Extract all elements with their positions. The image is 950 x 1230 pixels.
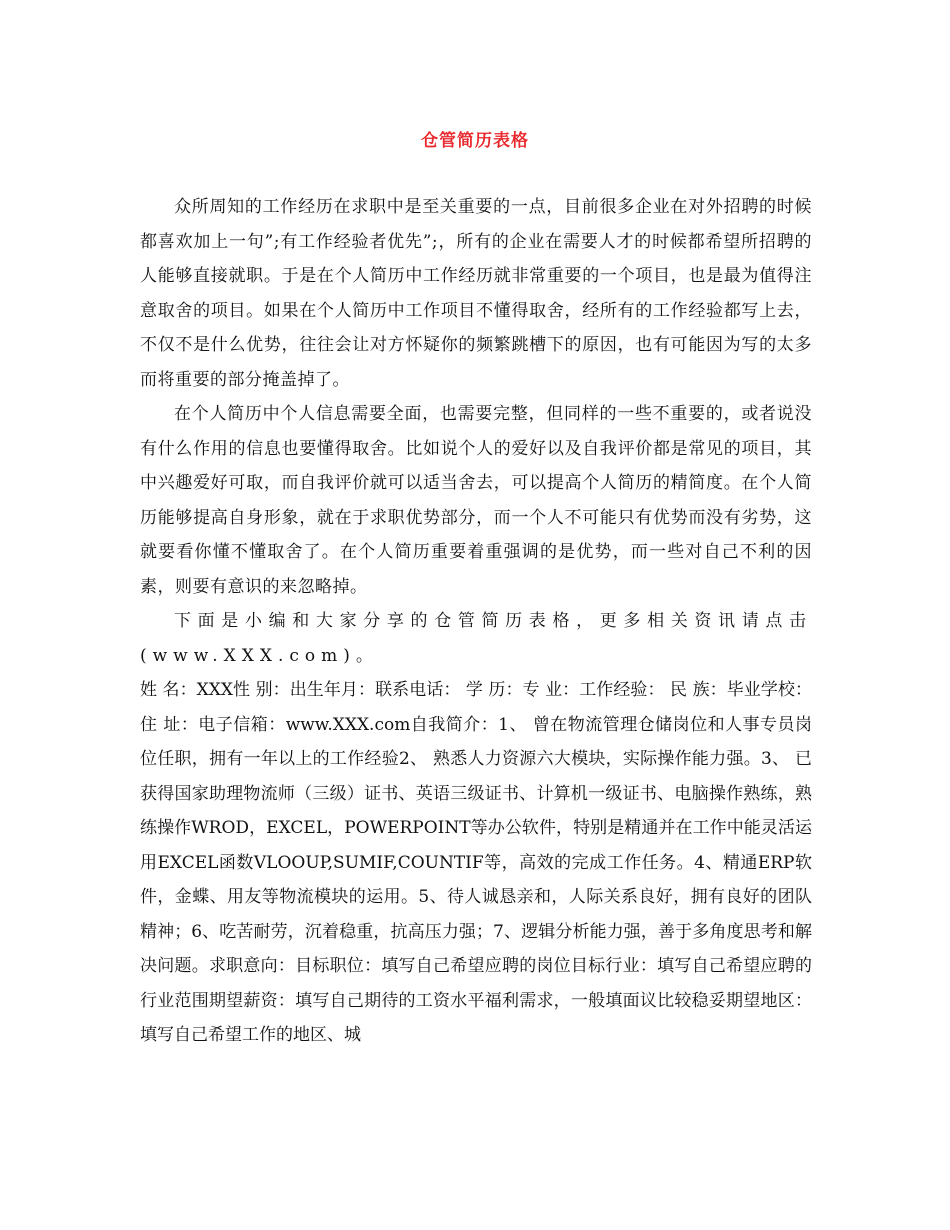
- paragraph-resume-content: 姓 名：XXX性 别：出生年月：联系电话： 学 历：专 业：工作经验： 民 族：毕业学校：住 址：电子信箱：www.XXX.com自我简介：1、 曾在物流管理仓储岗位和人事专员岗位任职，拥有一年以上的工作经验2、 熟悉人力资源六大模块，实际操作能力强。3、 已获得国家助理物流师（三级）证书、英语三级证书、计算机一级证书、电脑操作熟练，熟练操作WROD，EXCEL，POWERPOINT等办公软件，特别是精通并在工作中能灵活运用EXCEL函数VLOOUP,SUMIF,COUNTIF等，高效的完成工作任务。4、精通ERP软件，金蝶、用友等物流模块的运用。5、待人诚恳亲和，人际关系良好，拥有良好的团队精神；6、吃苦耐劳，沉着稳重，抗高压力强；7、逻辑分析能力强，善于多角度思考和解决问题。求职意向：目标职位：填写自己希望应聘的岗位目标行业：填写自己希望应聘的行业范围期望薪资：填写自己期待的工资水平福利需求，一般填面议比较稳妥期望地区：填写自己希望工作的地区、城: [140, 680, 812, 1045]
- paragraph-intro-link: 下面是小编和大家分享的仓管简历表格，更多相关资讯请点击(www.XXX.com)。: [140, 611, 812, 666]
- document-title: 仓管简历表格: [421, 131, 529, 151]
- paragraph-work-experience: 众所周知的工作经历在求职中是至关重要的一点，目前很多企业在对外招聘的时候都喜欢加上一句”;有工作经验者优先”;，所有的企业在需要人才的时候都希望所招聘的人能够直接就职。于是在个人简历中工作经历就非常重要的一个项目，也是最为值得注意取舍的项目。如果在个人简历中工作项目不懂得取舍，经所有的工作经验都写上去，不仅不是什么优势，往往会让对方怀疑你的频繁跳槽下的原因，也有可能因为写的太多而将重要的部分掩盖掉了。: [140, 197, 812, 390]
- paragraph-personal-info: 在个人简历中个人信息需要全面，也需要完整，但同样的一些不重要的，或者说没有什么作用的信息也要懂得取舍。比如说个人的爱好以及自我评价都是常见的项目，其中兴趣爱好可取，而自我评价就可以适当舍去，可以提高个人简历的精简度。在个人简历能够提高自身形象，就在于求职优势部分，而一个人不可能只有优势而没有劣势，这就要看你懂不懂取舍了。在个人简历重要着重强调的是优势，而一些对自己不利的因素，则要有意识的来忽略掉。: [140, 404, 812, 597]
- document-body: [140, 190, 812, 1053]
